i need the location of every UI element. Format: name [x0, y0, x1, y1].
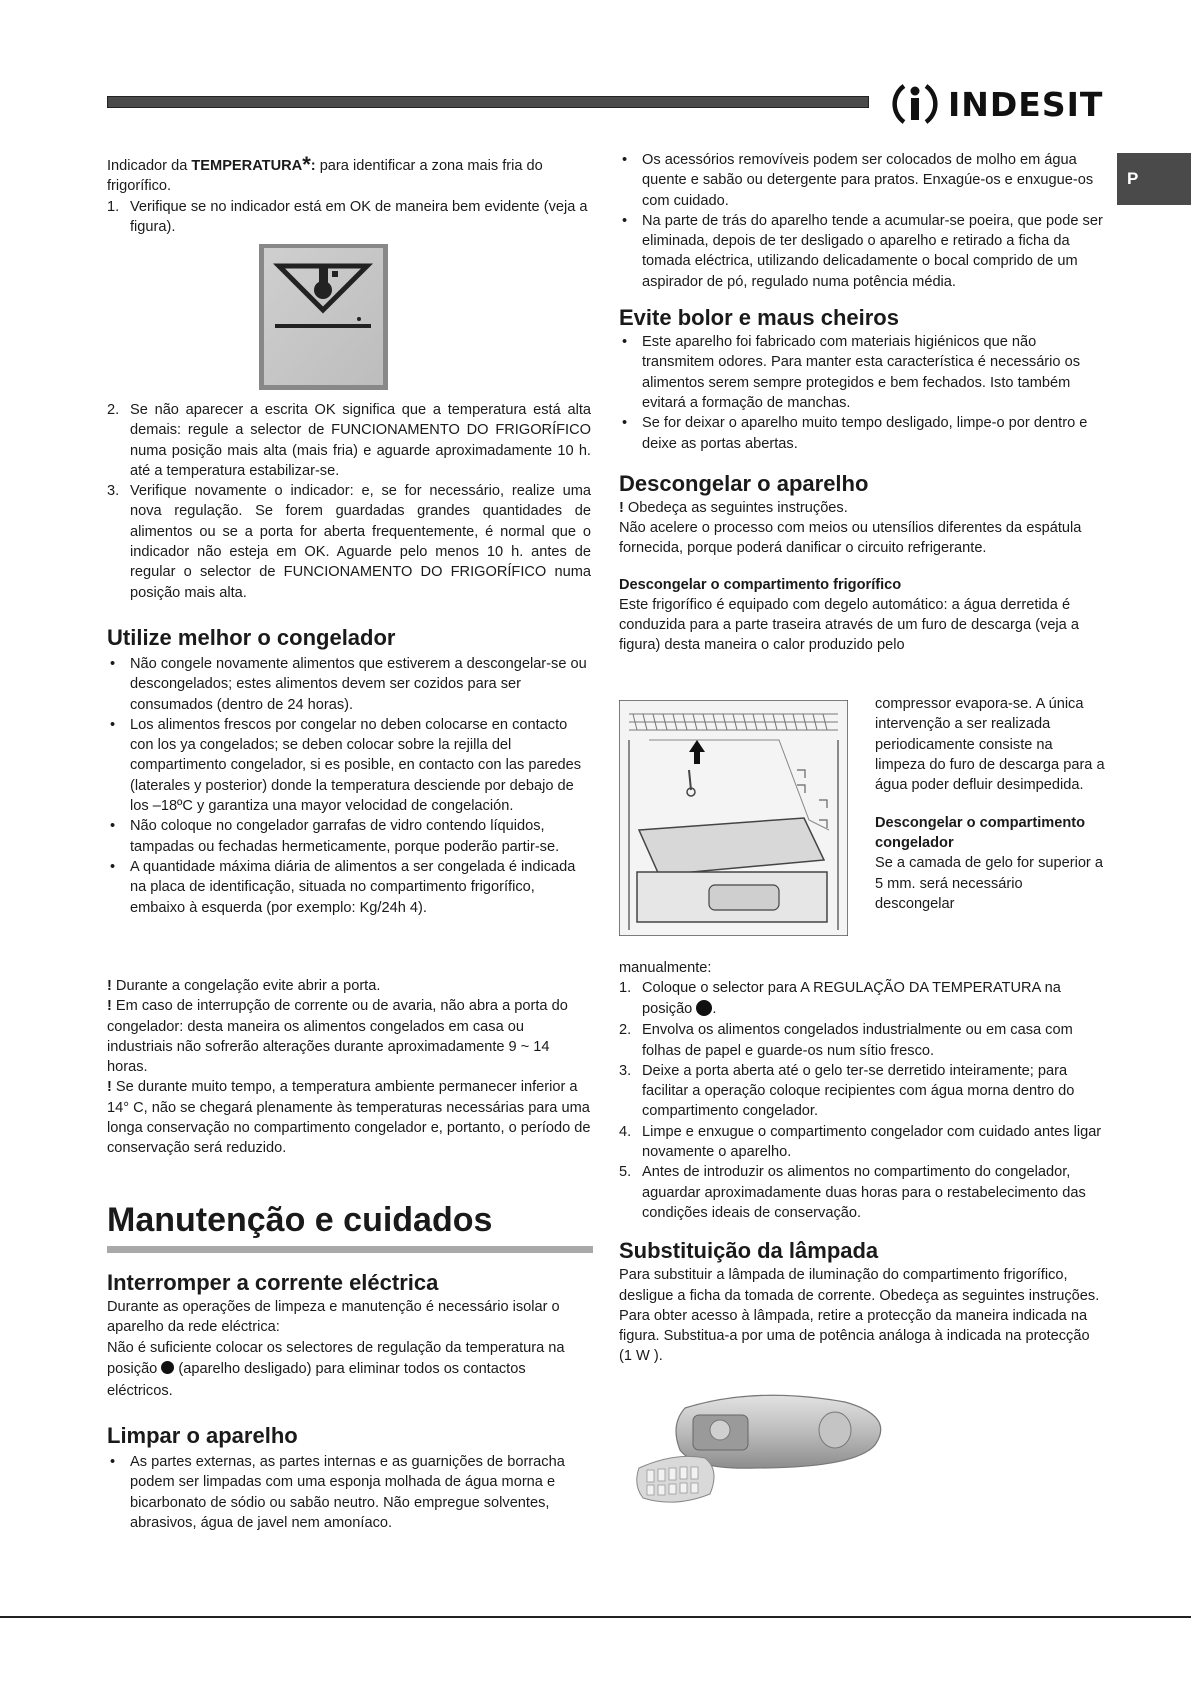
paragraph: Não acelere o processo com meios ou utensílios diferentes da espátula fornecida, porque poderá danificar o circuito refrigerante.	[619, 520, 1082, 557]
lamp-cover-figure	[635, 1390, 895, 1520]
right-column-top	[619, 150, 1103, 656]
list-item: • Não congele novamente alimentos que estiverem a descongelar-se ou descongelados; estes alimentos devem ser cozidos para ser consumados (dentro de 24 horas).	[107, 654, 593, 715]
freezer-warnings	[107, 976, 593, 1159]
section-title: Interromper a corrente eléctrica	[107, 1270, 439, 1295]
list-item: 4. Limpe e enxugue o compartimento congelador com cuidado antes ligar novamente o aparelho.	[619, 1123, 1102, 1161]
section-title: Evite bolor e maus cheiros	[619, 305, 899, 331]
list-item: 2. Se não aparecer a escrita OK significa que a temperatura está alta demais: regule a selector de FUNCIONAMENTO DO FRIGORÍFICO numa posição mais alta (mais fria) e aguarde aproximadamente 10 h. até a temperatura estabilizar-se.	[107, 402, 591, 479]
list-item: • Este aparelho foi fabricado com materiais higiénicos que não transmitem odores. Para manter esta característica é necessário os alimentos serem sempre protegidos e bem fechados. Isto também evitará a formação de manchas.	[619, 332, 1103, 413]
paragraph: Se a camada de gelo for superior a 5 mm. será necessário descongelar	[875, 855, 1103, 913]
list-item: • As partes externas, as partes internas e as guarnições de borracha podem ser limpadas com uma esponja molhada de água morna e bicarbonato de sódio ou sabão neutro. Não empregue solventes, abrasivos, água de javel nem amoníaco.	[107, 1452, 593, 1533]
paragraph: Não é suficiente colocar os selectores de regulação da temperatura na posição (aparelho desligado) para eliminar todos os contactos eléctricos.	[107, 1339, 565, 1399]
freezer-defrost-steps	[619, 958, 1105, 1367]
warning-note: ! Se durante muito tempo, a temperatura ambiente permanecer inferior a 14° C, não se chegará plenamente às temperaturas necessárias para uma longa conservação no compartimento congelador e, portanto, o período de conservação será reduzido.	[107, 1079, 591, 1157]
paragraph: Este frigorífico é equipado com degelo automático: a água derretida é conduzida para a parte traseira através de um furo de descarga (veja a figura) desta maneira o calor produzido pelo	[619, 596, 1079, 654]
section-title: Limpar o aparelho	[107, 1423, 298, 1449]
fridge-text-side	[875, 694, 1105, 914]
temperature-section	[107, 152, 591, 237]
section-title: Descongelar o aparelho	[619, 470, 869, 496]
list-item: • Não coloque no congelador garrafas de vidro contendo líquidos, tampadas ou fechadas hermeticamente, porque poderão partir-se.	[107, 816, 593, 857]
language-tab: P	[1117, 153, 1191, 205]
subsection-title: Descongelar o compartimento congelador	[875, 815, 1086, 852]
subsection-title: Descongelar o compartimento frigorífico	[619, 576, 902, 593]
temperature-steps-cont	[107, 400, 591, 603]
list-item: 3. Deixe a porta aberta até o gelo ter-se derretido inteiramente; para facilitar a operação coloque recipientes com água morna dentro do compartimento congelador.	[619, 1062, 1075, 1120]
indesit-logo-icon	[886, 80, 944, 128]
temperature-indicator-figure	[259, 244, 388, 390]
header-rule	[107, 96, 869, 108]
list-item: 5. Antes de introduzir os alimentos no compartimento do congelador, aguardar aproximadamente duas horas para o restabelecimento das condições ideais de conservação.	[619, 1164, 1086, 1221]
chapter-title: Manutenção e cuidados	[107, 1201, 493, 1239]
list-item: 1. Coloque o selector para A REGULAÇÃO DA TEMPERATURA na posição .	[619, 980, 1061, 1018]
list-item: • Na parte de trás do aparelho tende a acumular-se poeira, que pode ser eliminada, depois de ter desligado o aparelho e retirado a ficha da tomada eléctrica, utilizando delicadamente o bocal comprido de um aspirador de pó, regulado numa potência média.	[619, 211, 1103, 292]
list-item: 2. Envolva os alimentos congelados industrialmente ou em casa com folhas de papel e guarde-os num sítio fresco.	[619, 1022, 1073, 1059]
off-position-icon	[161, 1361, 174, 1374]
brand-name: INDESIT	[948, 84, 1104, 124]
warning-note: ! Em caso de interrupção de corrente ou de avaria, não abra a porta do congelador: desta maneira os alimentos congelados em casa ou industriais não sofrerão alterações durante aproximadamente 9 ~ 14 horas.	[107, 998, 568, 1076]
paragraph: ! Obedeça as seguintes instruções.	[619, 499, 848, 516]
freezer-section	[107, 624, 593, 918]
temperature-steps-1	[107, 197, 591, 238]
list-item: • Se for deixar o aparelho muito tempo desligado, limpe-o por dentro e deixe as portas abertas.	[619, 413, 1103, 454]
paragraph: compressor evapora-se. A única intervenção a ser realizada periodicamente consiste na limpeza do furo de descarga para a água poder defluir desimpedida.	[875, 696, 1105, 794]
list-item: • A quantidade máxima diária de alimentos a ser congelada é indicada na placa de identificação, situada no compartimento frigorífico, embaixo à esquerda (por exemplo: Kg/24h 4).	[107, 857, 593, 918]
footer-rule	[0, 1616, 1191, 1618]
list-item: 1. Verifique se no indicador está em OK de maneira bem evidente (veja a figura).	[107, 198, 588, 235]
warning-note: ! Durante a congelação evite abrir a porta.	[107, 978, 381, 994]
maintenance-section	[107, 1200, 593, 1533]
section-title: Utilize melhor o congelador	[107, 625, 396, 650]
list-item: • Los alimentos frescos por congelar no deben colocarse en contacto con los ya congelados; se deben colocar sobre la rejilla del compartimento congelador, si es posible, en contacto con las paredes (laterales y posterior) donde la temperatura desciende por debajo de los –18ºC y garantiza una mayor velocidad de congelación.	[107, 715, 593, 816]
list-item: 3. Verifique novamente o indicador: e, se for necessário, realize uma nova regulação. Se forem guardadas grandes quantidades de alimentos ou se a porta for aberta frequentemente, é normal que o indicador não esteja em OK. Aguarde pelo menos 10 h. antes de regular o selector de FUNCIONAMENTO DO FRIGORÍFICO numa posição mais alta.	[107, 483, 591, 601]
list-item: • Os acessórios removíveis podem ser colocados de molho em água quente e sabão ou detergente para pratos. Enxagúe-os e enxugue-os com cuidado.	[619, 150, 1103, 211]
fridge-drain-figure	[619, 700, 848, 936]
section-title: Substituição da lâmpada	[619, 1238, 879, 1264]
brand-logo	[886, 80, 1106, 128]
chapter-underline	[107, 1246, 593, 1253]
off-position-icon	[696, 1000, 712, 1016]
temperature-intro: Indicador da TEMPERATURA*: para identificar a zona mais fria do frigorífico.	[107, 152, 543, 195]
paragraph: Durante as operações de limpeza e manutenção é necessário isolar o aparelho da rede eléctrica:	[107, 1299, 560, 1336]
paragraph: manualmente:	[619, 960, 712, 976]
paragraph: Para substituir a lâmpada de iluminação do compartimento frigorífico, desligue a ficha da tomada de corrente. Obedeça as seguintes instruções. Para obter acesso à lâmpada, retire a protecção da maneira indicada na figura. Substitua-a por uma de potência análoga à indicada na protecção (1 W ).	[619, 1267, 1100, 1365]
